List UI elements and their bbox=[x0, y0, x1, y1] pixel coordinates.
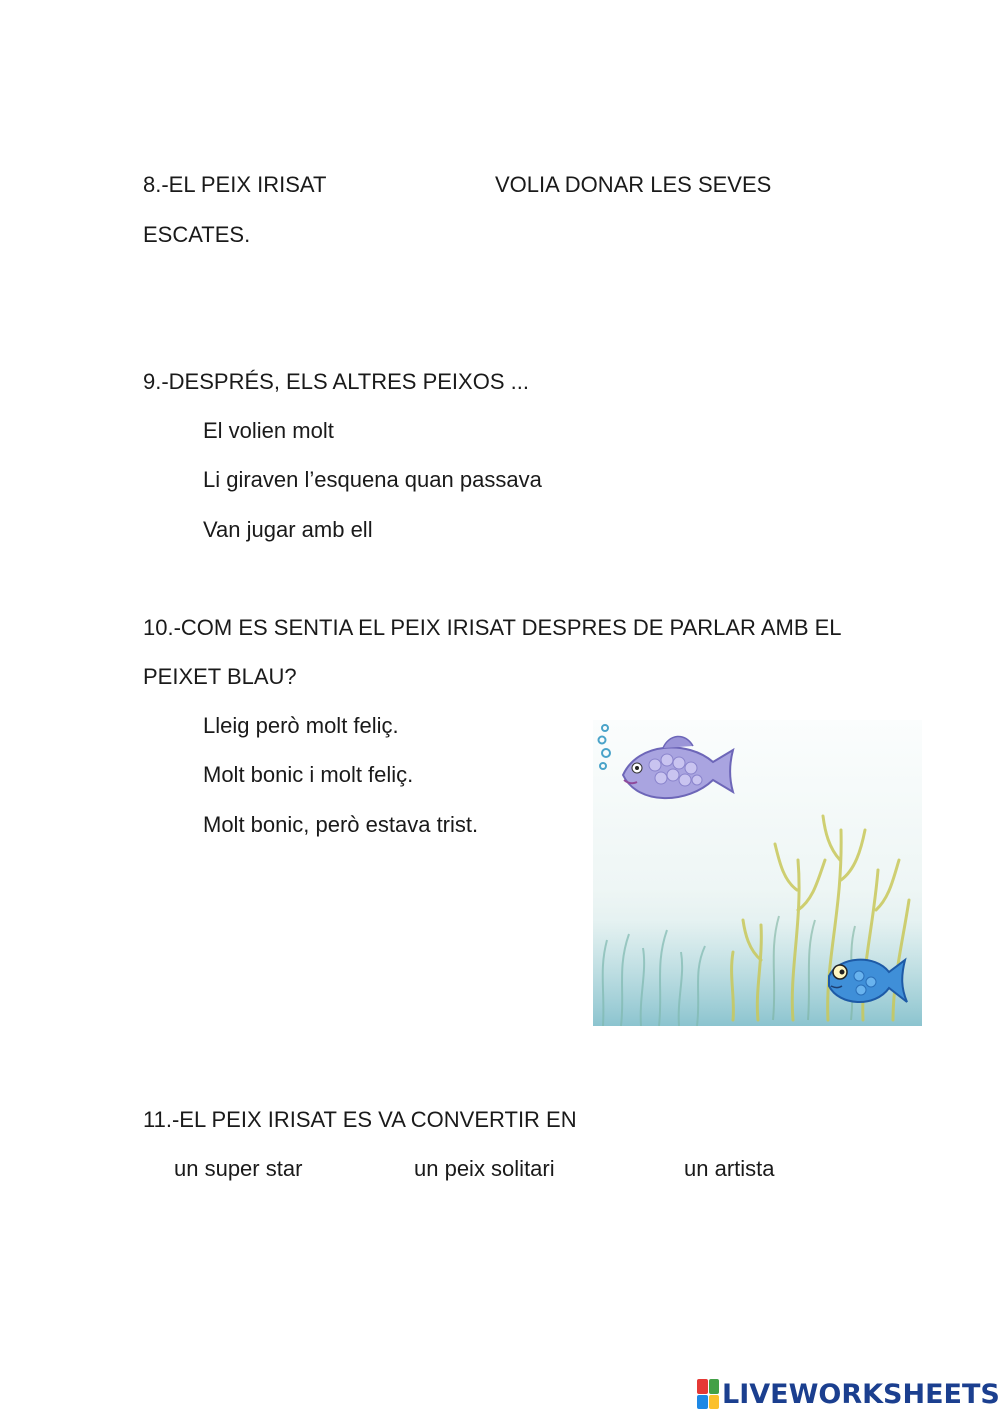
q11-option-3[interactable]: un artista bbox=[684, 1156, 775, 1181]
q11-question: 11.-EL PEIX IRISAT ES VA CONVERTIR EN bbox=[143, 1107, 577, 1132]
q11-option-1[interactable]: un super star bbox=[174, 1156, 303, 1181]
liveworksheets-logo-text: LIVEWORKSHEETS bbox=[722, 1378, 1000, 1410]
q10-option-1[interactable]: Lleig però molt feliç. bbox=[203, 713, 399, 738]
q9-option-1[interactable]: El volien molt bbox=[203, 418, 334, 443]
q9-option-3[interactable]: Van jugar amb ell bbox=[203, 517, 373, 542]
liveworksheets-logo bbox=[697, 1377, 1000, 1411]
q10-question-line1: 10.-COM ES SENTIA EL PEIX IRISAT DESPRES DE PARLAR AMB EL bbox=[143, 615, 842, 640]
q8-text-part1: 8.-EL PEIX IRISAT bbox=[143, 172, 327, 197]
q8-text-part3: ESCATES. bbox=[143, 222, 251, 247]
q11-option-2[interactable]: un peix solitari bbox=[414, 1156, 555, 1181]
q9-question: 9.-DESPRÉS, ELS ALTRES PEIXOS ... bbox=[143, 369, 529, 394]
q10-question-line2: PEIXET BLAU? bbox=[143, 664, 297, 689]
q10-option-3[interactable]: Molt bonic, però estava trist. bbox=[203, 812, 479, 837]
q10-option-2[interactable]: Molt bonic i molt feliç. bbox=[203, 762, 414, 787]
rainbow-fish-illustration bbox=[593, 720, 922, 1026]
liveworksheets-logo-icon bbox=[697, 1379, 719, 1409]
q9-option-2[interactable]: Li giraven l’esquena quan passava bbox=[203, 467, 542, 492]
q8-text-part2: VOLIA DONAR LES SEVES bbox=[495, 172, 772, 197]
